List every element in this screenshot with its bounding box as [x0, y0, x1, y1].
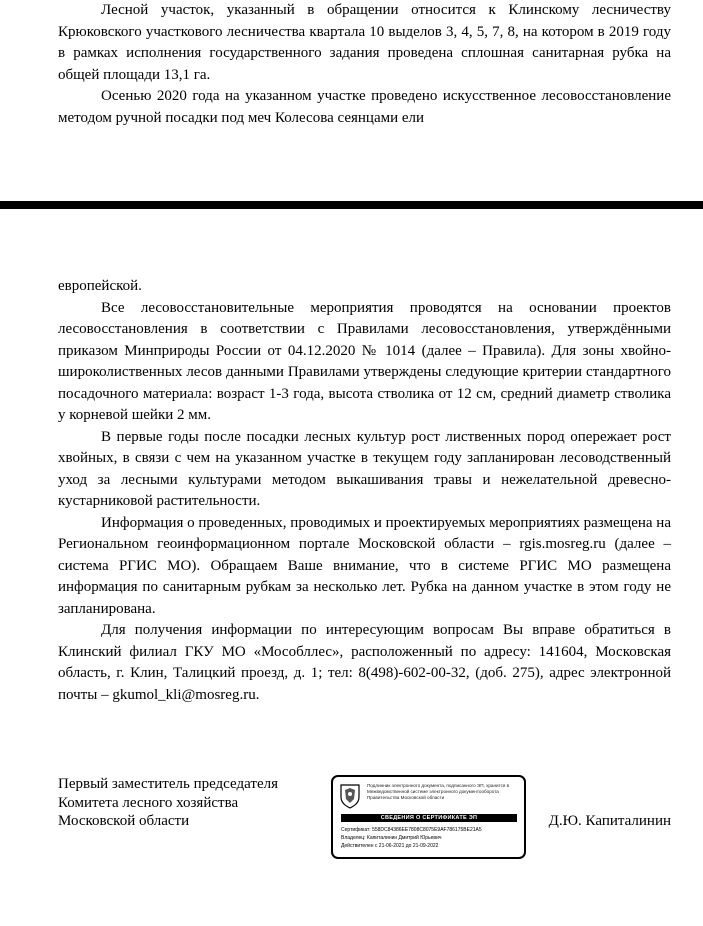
paragraph-rgis: Информация о проведенных, проводимых и проектируемых мероприятиях размещена на Региональном геоинформационном портале Московской области – rgis.mosreg.ru (далее – система РГИС МО). Обращаем Ваше внимание, что в системе РГИС МО размещена информация по санитарным рубкам за несколько лет. Рубка на данном участке в этом году не запланирована.: [58, 514, 671, 617]
stamp-validity: Действителен с 21-06-2021 до 21-09-2022: [341, 843, 439, 849]
electronic-signature-stamp: [331, 775, 526, 859]
signature-position: [58, 775, 278, 831]
paragraph-rules: Все лесовосстановительные мероприятия проводятся на основании проектов лесовосстановления в соответствии с Правилами лесовосстановления, утверждёнными приказом Минприроды России от 04.12.2020 № 1014 (далее – Правила). Для зоны хвойно-широколиственных лесов данными Правилами утверждены следующие критерии стандартного посадочного материала: возраст 1-3 года, высота стволика от 12 см, средний диаметр стволика у корневой шейки 2 мм.: [58, 299, 671, 423]
position-line: Комитета лесного хозяйства: [58, 794, 239, 811]
stamp-details: [341, 826, 523, 850]
paragraph-contacts: Для получения информации по интересующим вопросам Вы вправе обратиться в Клинский филиал ГКУ МО «Мособллес», расположенный по адресу: 141604, Московская область, г. Клин, Талицкий проезд, д. 1; тел: 8(498)-602-00-32, (доб. 275), адрес электронной почты – gkumol_kli@mosreg.ru.: [58, 622, 671, 703]
page-break-bar: [0, 201, 703, 209]
coat-of-arms-icon: [339, 783, 361, 809]
top-text-section: [58, 0, 671, 129]
paragraph-continuation: европейской.: [58, 278, 142, 294]
paragraph-forest-plot: Лесной участок, указанный в обращении относится к Клинскому лесничеству Крюковского участкового лесничества квартала 10 выделов 3, 4, 5, 7, 8, на котором в 2019 году в рамках исполнения государственного задания проведена сплошная санитарная рубка на общей площади 13,1 га.: [58, 2, 671, 83]
position-line: Первый заместитель председателя: [58, 776, 278, 792]
paragraph-care: В первые годы после посадки лесных культур рост лиственных пород опережает рост хвойных, в связи с чем на указанном участке в текущем году запланирован лесоводственный уход за лесными культурами методом выкашивания травы и нежелательной древесно-кустарниковой растительности.: [58, 428, 671, 509]
paragraph-reforestation-2020: Осенью 2020 года на указанном участке проведено искусственное лесовосстановление методом ручной посадки под меч Колесова сеянцами ели: [58, 88, 671, 126]
bottom-text-section: [58, 276, 671, 706]
stamp-notice: Подлинник электронного документа, подписанного ЭП, хранится в Межведомственной системе электронного документооборота Правительства Московской области: [367, 783, 510, 800]
stamp-header: СВЕДЕНИЯ О СЕРТИФИКАТЕ ЭП: [341, 814, 517, 822]
signer-name: Д.Ю. Капиталинин: [548, 813, 671, 829]
stamp-certificate: Сертификат: 558DC84386EE7808C8075E9AF786175BE21A5: [341, 827, 482, 833]
position-line: Московской области: [58, 813, 190, 829]
stamp-owner: Владелец: Капиталинин Дмитрий Юрьевич: [341, 835, 442, 841]
